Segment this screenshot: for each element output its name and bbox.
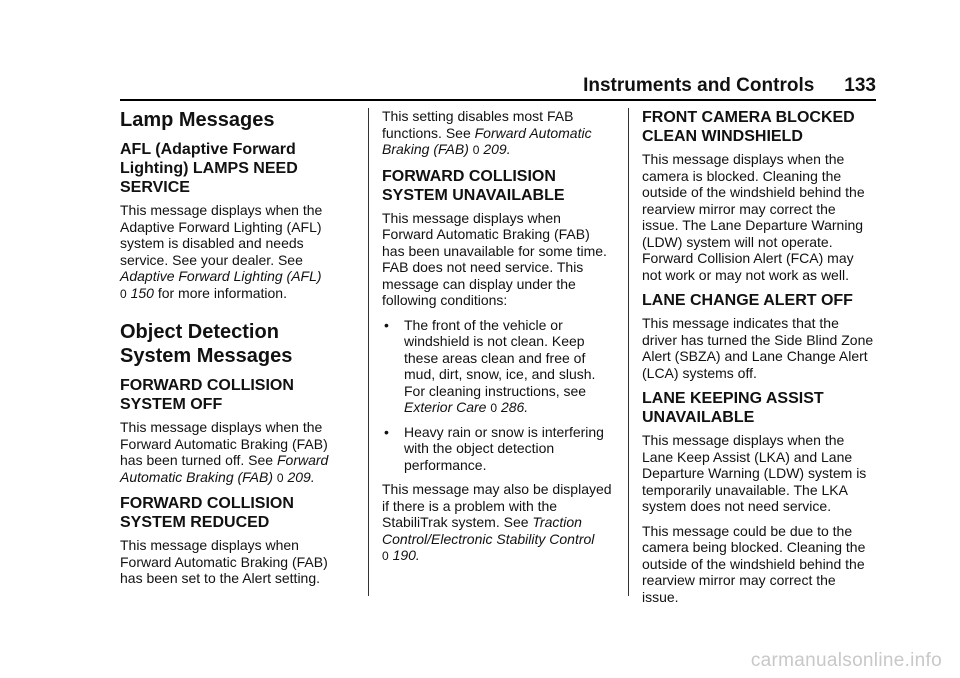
bullet1-ref-page[interactable]: 286. [500,399,529,415]
afl-heading: AFL (Adaptive Forward Lighting) LAMPS NEED SERVICE [120,141,298,196]
fcs-off-heading: FORWARD COLLISION SYSTEM OFF [120,377,294,413]
fcs-reduced-text: This message displays when Forward Automatic Braking (FAB) has been set to the Alert setting. [120,537,328,586]
object-detection-title: Object Detection System Messages [120,321,293,367]
lamp-messages-title: Lamp Messages [120,109,275,131]
bullet1-text: The front of the vehicle or windshield is not clean. Keep these areas clean and free of mud, dirt, snow, ice, and slush. For cleaning instructions, see [404,316,596,399]
column-1 [120,108,352,595]
lane-change-heading: LANE CHANGE ALERT OFF [642,292,853,309]
bullet-icon: • [384,316,389,333]
fcs-off-ref-page[interactable]: 209. [287,468,315,485]
column-3 [642,108,874,613]
column-divider [368,108,369,596]
lane-keeping-text-2: This message could be due to the camera being blocked. Cleaning the outside of the windshield behind the rearview mirror may correct the issue. [642,522,866,605]
page-header [120,72,876,100]
fcs-reduced-heading: FORWARD COLLISION SYSTEM REDUCED [120,495,294,531]
list-item [382,424,614,474]
fcs-unavailable-heading: FORWARD COLLISION SYSTEM UNAVAILABLE [382,167,565,204]
camera-blocked-text: This message displays when the camera is blocked. Cleaning the outside of the windshield behind the rearview mirror may correct the issue. The Lane Departure Warning (LDW) system will not operate. Forward Collision Alert (FCA) may not work or may not work as well. [642,151,865,283]
fcs-off-text: This message displays when the Forward Automatic Braking (FAB) has been turned off. See [120,419,328,468]
page-ref-icon: 0 [490,401,498,415]
continued-text: This setting disables most FAB functions. See [382,108,574,141]
camera-blocked-heading: FRONT CAMERA BLOCKED CLEAN WINDSHIELD [642,109,855,145]
afl-text: This message displays when the Adaptive Forward Lighting (AFL) system is disabled and needs service. See your dealer. See [120,202,323,268]
fcs-unavailable-text: This message displays when Forward Automatic Braking (FAB) has been unavailable for some time. FAB does not need service. This message can display under the following conditions: [382,209,607,308]
page-ref-icon: 0 [382,549,389,563]
continued-ref-link[interactable]: Forward Automatic Braking (FAB) [382,124,592,157]
bullet1-ref-link[interactable]: Exterior Care [404,399,487,415]
page-ref-icon: 0 [120,286,127,301]
watermark: carmanualsonline.info [750,650,942,671]
afl-ref-page[interactable]: 150 [130,284,154,301]
continued-ref-page[interactable]: 209. [483,141,511,157]
list-item [382,317,614,417]
lane-keeping-heading: LANE KEEPING ASSIST UNAVAILABLE [642,390,824,426]
afl-ref-tail: for more information. [157,284,287,301]
page-ref-icon: 0 [276,470,284,485]
lane-keeping-text-1: This message displays when the Lane Keep Assist (LKA) and Lane Departure Warning (LDW) system is temporarily unavailable. The LKA system does not need service. [642,432,867,514]
continued-paragraph [382,108,614,159]
bullet2-text: Heavy rain or snow is interfering with the object detection performance. [404,423,604,473]
afl-paragraph [120,202,352,302]
page-ref-icon: 0 [472,143,480,157]
stabilitrak-text: This message may also be displayed if there is a problem with the StabiliTrak system. See [382,481,612,530]
fcs-off-ref-link[interactable]: Forward Automatic Braking (FAB) [120,452,329,485]
bullet-icon: • [384,423,389,440]
fcs-off-paragraph [120,419,352,486]
column-divider [628,108,629,596]
afl-ref-link[interactable]: Adaptive Forward Lighting (AFL) [120,268,322,284]
section-title: Instruments and Controls [583,75,815,96]
page-number: 133 [844,75,876,96]
header-divider [120,99,876,101]
column-2 [382,108,614,573]
stabilitrak-ref-page[interactable]: 190. [392,547,420,563]
stabilitrak-paragraph [382,481,614,565]
conditions-list [382,317,614,474]
lane-change-text: This message indicates that the driver has turned the Side Blind Zone Alert (SBZA) and Lane Change Alert (LCA) systems off. [642,315,874,381]
stabilitrak-ref-link[interactable]: Traction Control/Electronic Stability Control [382,514,595,547]
